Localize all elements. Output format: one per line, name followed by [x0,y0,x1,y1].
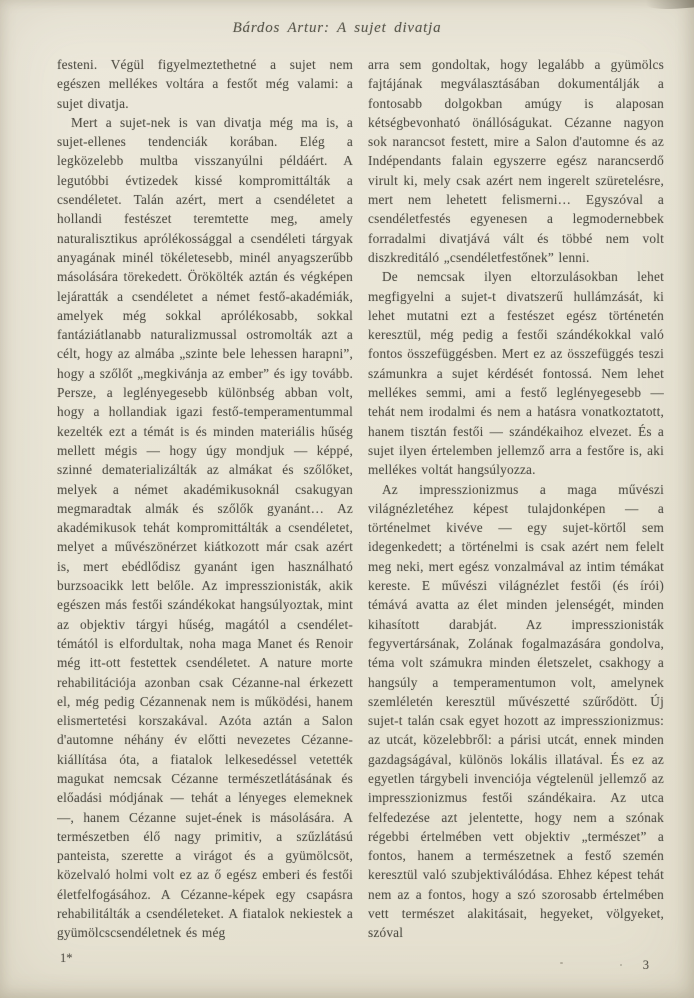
running-header: Bárdos Artur: A sujet divatja [232,20,442,36]
scan-corner-shadow [646,0,694,11]
paper-speck [560,962,563,964]
page-number: 3 [642,958,649,972]
paragraph: festeni. Végül figyelmeztethetné a sujet nem egészen mellékes voltára a festőt még valami: a sujet divatja. [57,57,353,111]
paragraph: arra sem gondoltak, hogy legalább a gyümölcs fajtájának megválasztásában dokumentálják a fontosabb dolgokban amúgy is alaposan kétségbevonható önállóságukat. Cézanne nagyon sok narancsot festett, mire a Salon d'automne és az Indépendants falain egyszerre egész narancserdő virult ki, mely csak azért nem ingerelt szüretelésre, mert nem lehetett felismerni… Egyszóval a csendéletfestés egyenesen a legmodernebbek forradalmi divatjává vált és többé nem volt diszkreditáló „csendéletfestőnek” lenni. [368,57,664,265]
paragraph: De nemcsak ilyen eltorzulásokban lehet megfigyelni a sujet-t divatszerű hullámzását, ki lehet mutatni ezt a festészet egész történetén keresztül, még pedig a festői szándékokkal való fontos összefüggésben. Mert ez az összefüggés teszi számunkra a sujet kérdését fontossá. Nem lehet mellékes semmi, ami a festő leglényegesebb — tehát nem irodalmi és nem a hatásra vonatkoztatott, hanem tisztán festői — szándékaihoz elvezet. És a sujet ilyen értelemben jellemző arra a festőre is, aki mellékes voltát hangsúlyozza. [368,269,664,478]
paper-speck [620,964,622,966]
text-column-left [57,55,353,951]
text-column-right [368,55,664,951]
paragraph: Mert a sujet-nek is van divatja még ma is, a sujet-ellenes tendenciák korában. Elég a legközelebb multba visszanyúlni példáért. A legutóbbi évtizedek kissé kompromittálták a csendéletet. Talán azért, mert a csendéletet a hollandi festészet teremtette meg, amely naturalisztikus aprólékossággal a csendéleti tárgyak anyagának minél tökéletesebb, minél anyagszerűbb másolására törekedett. Örökölték aztán és végképen lejáratták a csendéletet a német festő-akadémiák, amelyek még sokkal aprólékosabb, sokkal fantáziátlanabb naturalizmussal ostromolták azt a célt, hogy az almába „szinte bele lehessen harapni”, hogy a szőlőt „megkivánja az ember” és igy tovább. Persze, a leglényegesebb különbség abban volt, hogy a hollandiak igazi festő-temperamentummal kezelték ezt a témát is és minden materiális hűség mellett mégis — hogy úgy mondjuk — képpé, szinné dematerializálták az almákat és szőlőket, melyek a német akadémikusoknál csakugyan megmaradtak almák és szőlők gyanánt… Az akadémikusok tehát kompromittálták a csendéletet, melyet a művészönérzet kiátkozott már csak azért is, mert ebédlődisz gyanánt igen használható burzsoacikk lett belőle. Az impresszionisták, akik egészen más festői szándékokat hangsúlyoztak, mint az objektiv tárgyi hűség, magától a csendélet-témától is elfordultak, noha maga Manet és Renoir még itt-ott festettek csendéletet. A nature morte rehabilitációja azonban csak Cézanne-nal érkezett el, még pedig Cézannenak nem is működési, hanem elismertetési korszakával. Azóta aztán a Salon d'automne néhány év előtti nevezetes Cézanne-kiállítása óta, a fiatalok lelkesedéssel vetették magukat nemcsak Cézanne természetlátásának és előadási módjának — tehát a lényeges elemeknek —, hanem Cézanne sujet-ének is másolására. A természetben élő nagy primitiv, a szűzlátású panteista, szerette a virágot és a gyümölcsöt, közelvaló holmi volt ez az ő egész emberi és festői életfelfogásához. A Cézanne-képek egy csapásra rehabilitálták a csendéleteket. A fiatalok nekiestek a gyümölcscsendéletnek és még [57,114,353,941]
two-column-text-block [57,55,664,955]
paragraph: Az impresszionizmus a maga művészi világnézletéhez képest tulajdonképen — a történelmet kivéve — egy sujet-körtől sem idegenkedett; a történelmi is csak azért nem felelt meg neki, mert egész vonzalmával az intim témákat kereste. E művészi világnézlet festői (és írói) témává avatta az élet minden jelenségét, minden kihasított darabját. Az impresszionisták fegyvertársának, Zolának fogalmazására gondolva, téma volt számukra minden életszelet, csakhogy a hangsúly a temperamentumon volt, amelynek szemléletén keresztül művészetté szűrődött. Új sujet-t talán csak egyet hozott az impresszionizmus: az utcát, közelebbről: a párisi utcát, ennek minden gazdagságával, különös lokális illatával. És ez az egyetlen tárgybeli invenciója végtelenül jellemző az impresszionizmus festői szándékaira. Az utca felfedezése azt jelentette, hogy nem a szónak régebbi értelmében vett objektiv „természet” a fontos, hanem a természetnek a festő szemén keresztül való szubjektiválódása. Ehhez képest tehát nem az a fontos, hogy a szó szorosabb értelmében vett természet alakitásait, hegyeket, völgyeket, szóval [368,481,664,941]
footnote-marker: 1* [60,951,73,965]
